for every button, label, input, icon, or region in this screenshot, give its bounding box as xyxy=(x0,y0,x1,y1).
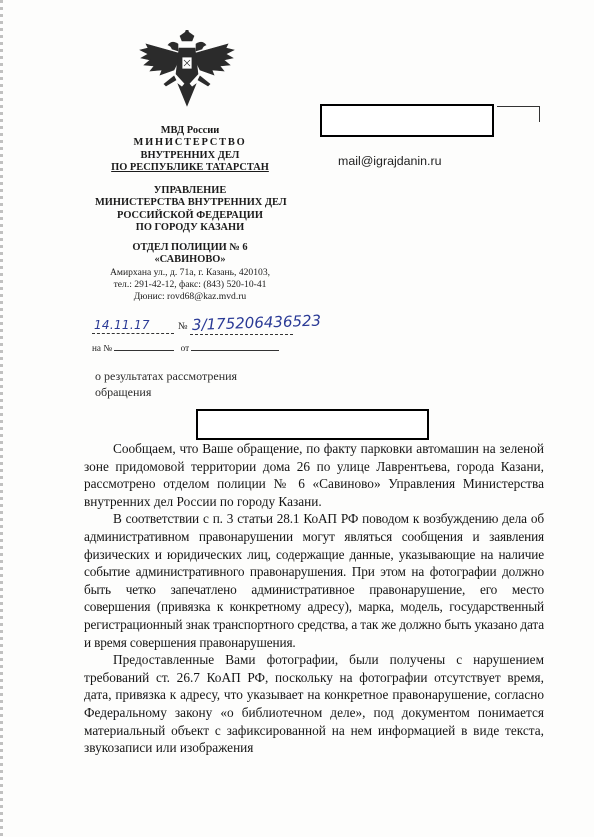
reference-row xyxy=(92,343,279,353)
subject-line: обращения xyxy=(95,384,152,399)
number-line xyxy=(190,334,293,335)
letter-body xyxy=(84,440,544,757)
recipient-email: mail@igrajdanin.ru xyxy=(338,154,442,168)
subject-block xyxy=(95,369,237,400)
unit-line: ОТДЕЛ ПОЛИЦИИ № 6 xyxy=(132,242,248,253)
address-corner-mark xyxy=(539,106,540,122)
on-number-blank xyxy=(114,350,174,351)
body-paragraph: Предоставленные Вами фотографии, были получены с нарушением требований ст. 26.7 КоАП РФ, поскольку на фотографии отсутствует время, дата, привязка к адресу, что указывает на конкретное правонарушение, согласно Федеральному закону «о библиотечном деле», под документом понимается материальный объект с зафиксированной на нем информацией в виде текста, звукозаписи или изображения xyxy=(84,652,544,756)
redacted-recipient-box xyxy=(320,104,494,137)
from-label: от xyxy=(180,343,190,353)
double-headed-eagle-emblem-icon xyxy=(138,30,236,112)
address-corner-mark xyxy=(497,106,539,107)
body-paragraph: В соответствии с п. 3 статьи 28.1 КоАП РФ поводом к возбуждению дела об административном правонарушении могут являться сообщения и заявления физических и юридических лиц, содержащие данные, указывающие на наличие событие административного правонарушения. При этом на фотографии должно быть четко запечатлено административное правонарушение, его место совершения (привязка к конкретному адресу), марка, модель, государственный регистрационный знак транспортного средства, а так же должно быть указано дата и время совершения правонарушения. xyxy=(84,511,544,650)
address-line: Дюнис: rovd68@kaz.mvd.ru xyxy=(133,291,247,303)
body-paragraph: Сообщаем, что Ваше обращение, по факту парковки автомашин на зеленой зоне придомовой территории дома 26 по улице Лаврентьева, города Казани, рассмотрено отделом полиции № 6 «Савиново» Управления Министерства внутренних дел России по городу Казани. xyxy=(84,441,544,509)
unit-block xyxy=(95,242,285,267)
department-line: РОССИЙСКОЙ ФЕДЕРАЦИИ xyxy=(117,209,263,221)
ministry-line: МВД России xyxy=(160,125,220,136)
handwritten-date: 14.11.17 xyxy=(94,318,150,332)
address-line: Амирхана ул., д. 71а, г. Казань, 420103, xyxy=(109,267,271,278)
subject-line: о результатах рассмотрения xyxy=(95,369,238,383)
from-blank xyxy=(191,350,279,351)
ministry-line: ПО РЕСПУБЛИКЕ ТАТАРСТАН xyxy=(111,162,269,174)
date-line xyxy=(92,333,174,334)
redacted-addressee-box xyxy=(196,409,429,440)
handwritten-number: 3/175206436523 xyxy=(191,311,322,334)
department-line: ПО ГОРОДУ КАЗАНИ xyxy=(135,222,245,234)
department-line: УПРАВЛЕНИЕ xyxy=(153,185,227,196)
department-line: МИНИСТЕРСТВА ВНУТРЕННИХ ДЕЛ xyxy=(95,197,287,209)
ministry-line: МИНИСТЕРСТВО xyxy=(133,137,247,149)
ministry-line: ВНУТРЕННИХ ДЕЛ xyxy=(140,149,240,161)
registration-row xyxy=(92,311,322,336)
number-sign: № xyxy=(178,321,188,332)
unit-line: «САВИНОВО» xyxy=(154,254,226,266)
address-line: тел.: 291-42-12, факс: (843) 520-10-41 xyxy=(113,279,267,291)
scan-edge xyxy=(0,0,3,837)
on-number-label: на № xyxy=(92,343,113,353)
ministry-block xyxy=(95,125,285,175)
address-block xyxy=(95,267,285,304)
department-block xyxy=(95,185,285,235)
